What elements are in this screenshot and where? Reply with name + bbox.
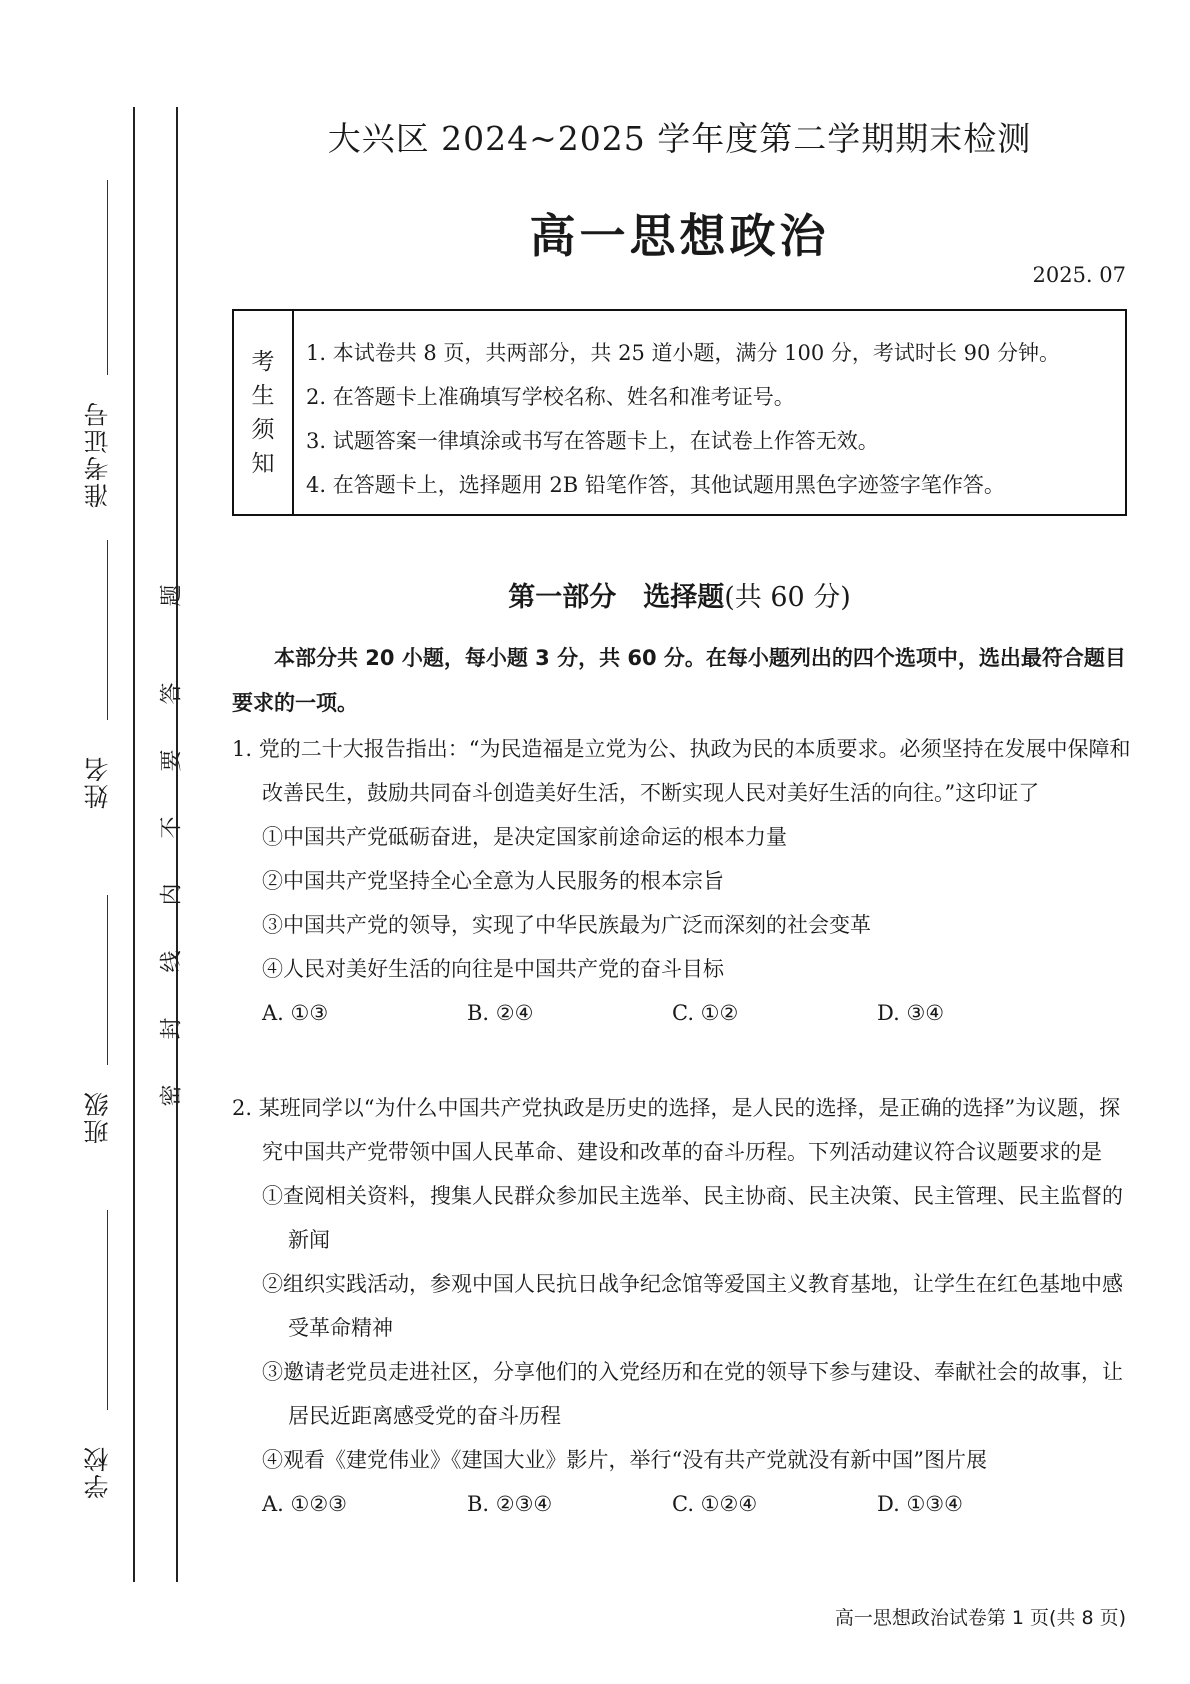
section-title-text: 第一部分 选择题: [508, 582, 725, 613]
answer-choice: D. ③④: [877, 1001, 945, 1025]
seal-char: 答: [159, 682, 185, 705]
question-stem: 2. 某班同学以“为什么中国共产党执政是历史的选择，是人民的选择，是正确的选择”为议题，探究中国共产党带领中国人民革命、建设和改革的奋斗历程。下列活动建议符合议题要求的是: [232, 1096, 1121, 1164]
question-option: ④人民对美好生活的向往是中国共产党的奋斗目标: [262, 957, 724, 981]
question-stem: 1. 党的二十大报告指出：“为民造福是立党为公、执政为民的本质要求。必须坚持在发展中保障和改善民生，鼓励共同奋斗创造美好生活，不断实现人民对美好生活的向往。”这印证了: [232, 737, 1131, 805]
answer-choice: C. ①②④: [672, 1492, 758, 1516]
seal-char: 题: [159, 584, 185, 607]
notice-item: 2. 在答题卡上准确填写学校名称、姓名和准考证号。: [306, 385, 795, 409]
answer-choice: B. ②④: [467, 1001, 534, 1025]
question-option: ①查阅相关资料，搜集人民群众参加民主选举、民主协商、民主决策、民主管理、民主监督的新闻: [262, 1184, 1123, 1252]
question-option: ④观看《建党伟业》《建国大业》影片，举行“没有共产党就没有新中国”图片展: [262, 1448, 987, 1472]
school-label: 学校: [83, 1445, 112, 1499]
seal-char: 不: [159, 816, 185, 839]
seal-char: 内: [159, 883, 185, 906]
page-footer: 高一思想政治试卷第 1 页(共 8 页): [834, 1607, 1126, 1629]
question-2: [232, 1086, 1132, 1526]
subject-title: 高一思想政治: [529, 209, 830, 263]
section-score: (共 60 分): [724, 582, 851, 613]
class-label: 班级: [83, 1090, 112, 1144]
binding-line-outer: [133, 107, 135, 1582]
answer-choices: [232, 991, 1132, 1035]
notice-heading-char: 知: [251, 450, 275, 477]
section-title: [232, 575, 1127, 614]
notice-item: 4. 在答题卡上，选择题用 2B 铅笔作答，其他试题用黑色字迹签字笔作答。: [306, 473, 1005, 497]
binding-line-inner: [176, 107, 178, 1582]
question-1: [232, 727, 1132, 1035]
seal-char: 线: [159, 950, 185, 973]
question-option: ②组织实践活动，参观中国人民抗日战争纪念馆等爱国主义教育基地，让学生在红色基地中感受革命精神: [262, 1272, 1123, 1340]
notice-heading-char: 须: [251, 416, 275, 443]
exam-number-label: 准考证号: [83, 400, 112, 508]
question-option: ③邀请老党员走进社区，分享他们的入党经历和在党的领导下参与建设、奉献社会的故事，让居民近距离感受党的奋斗历程: [262, 1360, 1123, 1428]
answer-choice: B. ②③④: [467, 1492, 553, 1516]
seal-char: 密: [159, 1084, 185, 1107]
exam-number-line: [107, 180, 108, 375]
answer-choice: A. ①③: [262, 1001, 329, 1025]
class-line: [107, 895, 108, 1065]
notice-heading: [234, 311, 294, 514]
notice-item: 1. 本试卷共 8 页，共两部分，共 25 道小题，满分 100 分，考试时长 90 分钟。: [306, 341, 1060, 365]
answer-choice: A. ①②③: [262, 1492, 347, 1516]
answer-choices: [232, 1482, 1132, 1526]
name-line: [107, 540, 108, 720]
notice-items: [294, 311, 1060, 514]
answer-choice: D. ①③④: [877, 1492, 963, 1516]
exam-title: 大兴区 2024~2025 学年度第二学期期末检测: [327, 119, 1032, 158]
seal-char: 要: [159, 749, 185, 772]
section-instructions: 本部分共 20 小题，每小题 3 分，共 60 分。在每小题列出的四个选项中，选出最符合题目要求的一项。: [232, 646, 1126, 715]
question-option: ①中国共产党砥砺奋进，是决定国家前途命运的根本力量: [262, 825, 787, 849]
notice-item: 3. 试题答案一律填涂或书写在答题卡上，在试卷上作答无效。: [306, 429, 879, 453]
seal-char: 封: [159, 1017, 185, 1040]
answer-choice: C. ①②: [672, 1001, 739, 1025]
name-label: 姓名: [83, 755, 112, 809]
question-option: ②中国共产党坚持全心全意为人民服务的根本宗旨: [262, 869, 724, 893]
school-line: [107, 1210, 108, 1410]
question-option: ③中国共产党的领导，实现了中华民族最为广泛而深刻的社会变革: [262, 913, 871, 937]
notice-heading-char: 生: [251, 382, 275, 409]
candidate-notice-box: [232, 309, 1127, 516]
exam-date: 2025. 07: [1032, 263, 1126, 287]
notice-heading-char: 考: [251, 348, 275, 375]
